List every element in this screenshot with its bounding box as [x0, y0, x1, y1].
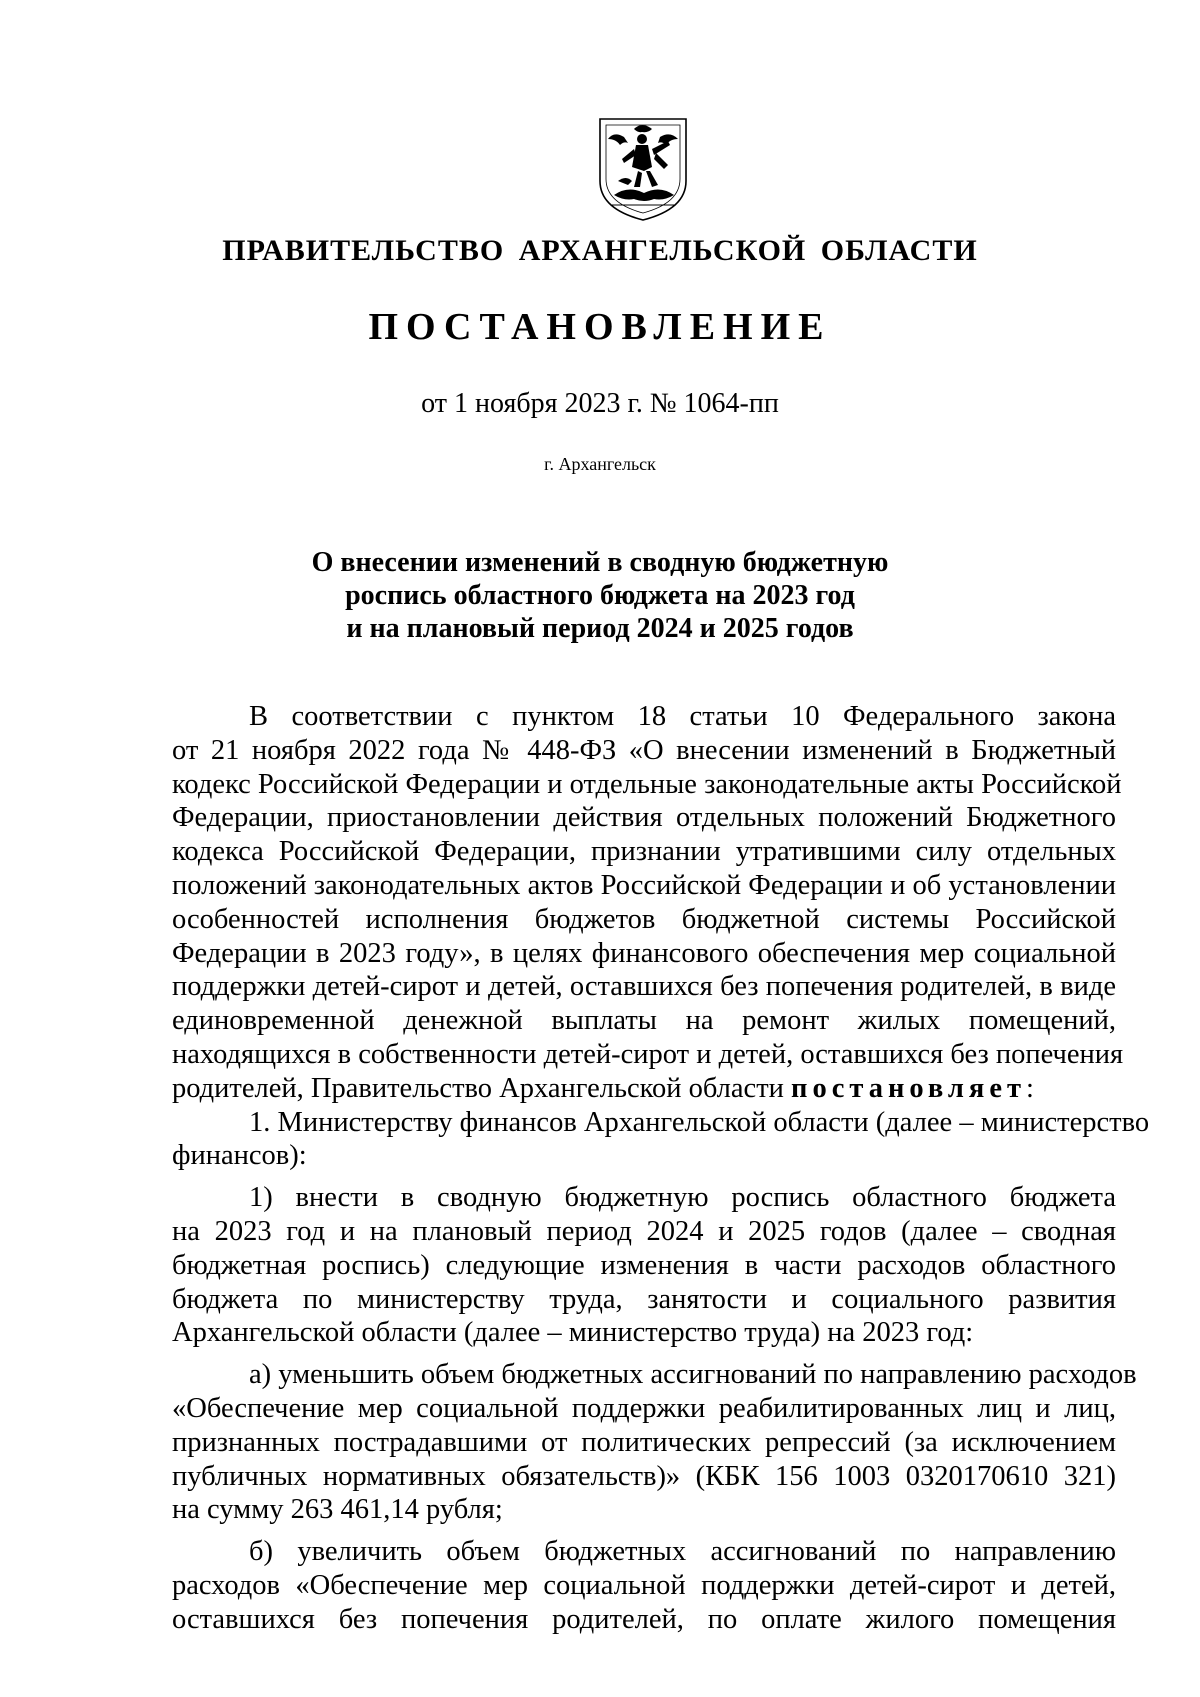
paragraph-item-1	[172, 1106, 1150, 1174]
text-line: а) уменьшить объем бюджетных ассигнований по направлению расходов	[249, 1359, 1137, 1391]
document-subject	[0, 546, 1200, 645]
text-line: «Обеспечение мер социальной поддержки реабилитированных лиц и лиц,	[172, 1392, 1116, 1424]
document-type: ПОСТАНОВЛЕНИЕ	[368, 306, 832, 348]
document-body	[172, 700, 1150, 1637]
paragraph-preamble	[172, 700, 1124, 1106]
text-line: расходов «Обеспечение мер социальной поддержки детей-сирот и детей,	[172, 1569, 1116, 1601]
text-line: единовременной денежной выплаты на ремонт жилых помещений,	[172, 1005, 1116, 1037]
text-line: положений законодательных актов Российской Федерации и об установлении	[172, 869, 1116, 901]
subject-line: и на плановый период 2024 и 2025 годов	[346, 613, 854, 644]
text-line: особенностей исполнения бюджетов бюджетной системы Российской	[172, 903, 1116, 935]
subject-line: роспись областного бюджета на 2023 год	[345, 580, 855, 611]
document-city: г. Архангельск	[544, 454, 656, 474]
paragraph-subitem-b	[172, 1535, 1116, 1636]
document-date-number: от 1 ноября 2023 г. № 1064-пп	[421, 388, 779, 419]
text-line: финансов):	[172, 1140, 307, 1172]
text-line: публичных нормативных обязательств)» (КБК 156 1003 0320170610 321)	[172, 1460, 1116, 1492]
text-line: Федерации в 2023 году», в целях финансового обеспечения мер социальной	[172, 937, 1116, 969]
text-line: от 21 ноября 2022 года № 448-ФЗ «О внесении изменений в Бюджетный	[172, 734, 1116, 766]
text-line: кодекса Российской Федерации, признании утратившими силу отдельных	[172, 836, 1116, 868]
text-line: В соответствии с пунктом 18 статьи 10 Федерального закона	[249, 701, 1116, 732]
text-line: 1) внести в сводную бюджетную роспись областного бюджета	[249, 1182, 1116, 1214]
text-line: на сумму 263 461,14 рубля;	[172, 1494, 503, 1526]
text-line	[172, 1072, 1116, 1106]
text-line: находящихся в собственности детей-сирот и детей, оставшихся без попечения	[172, 1038, 1124, 1070]
text-line: на 2023 год и на плановый период 2024 и 2025 годов (далее – сводная	[172, 1215, 1116, 1247]
subject-line: О внесении изменений в сводную бюджетную	[311, 547, 889, 578]
text-fragment: :	[1025, 1072, 1034, 1104]
text-line: б) увеличить объем бюджетных ассигнований по направлению	[249, 1536, 1116, 1568]
text-line: Федерации, приостановлении действия отдельных положений Бюджетного	[172, 802, 1116, 834]
text-fragment: родителей, Правительство Архангельской области	[172, 1072, 792, 1104]
text-line: признанных пострадавшими от политических репрессий (за исключением	[172, 1426, 1116, 1458]
resolves-keyword: постановляет	[791, 1072, 1026, 1104]
text-line: оставшихся без попечения родителей, по оплате жилого помещения	[172, 1603, 1116, 1635]
text-line: поддержки детей-сирот и детей, оставшихся без попечения родителей, в виде	[172, 971, 1116, 1003]
paragraph-subitem-a	[172, 1358, 1137, 1527]
text-line: 1. Министерству финансов Архангельской области (далее – министерство	[249, 1106, 1150, 1138]
text-line: Архангельской области (далее – министерство труда) на 2023 год:	[172, 1317, 974, 1349]
government-title: ПРАВИТЕЛЬСТВО АРХАНГЕЛЬСКОЙ ОБЛАСТИ	[222, 234, 978, 267]
text-line: кодекс Российской Федерации и отдельные законодательные акты Российской	[172, 768, 1122, 800]
paragraph-subitem-1	[172, 1181, 1116, 1350]
text-line: бюджета по министерству труда, занятости и социального развития	[172, 1283, 1116, 1315]
coat-of-arms-emblem	[594, 115, 692, 223]
text-line: бюджетная роспись) следующие изменения в части расходов областного	[172, 1249, 1116, 1281]
